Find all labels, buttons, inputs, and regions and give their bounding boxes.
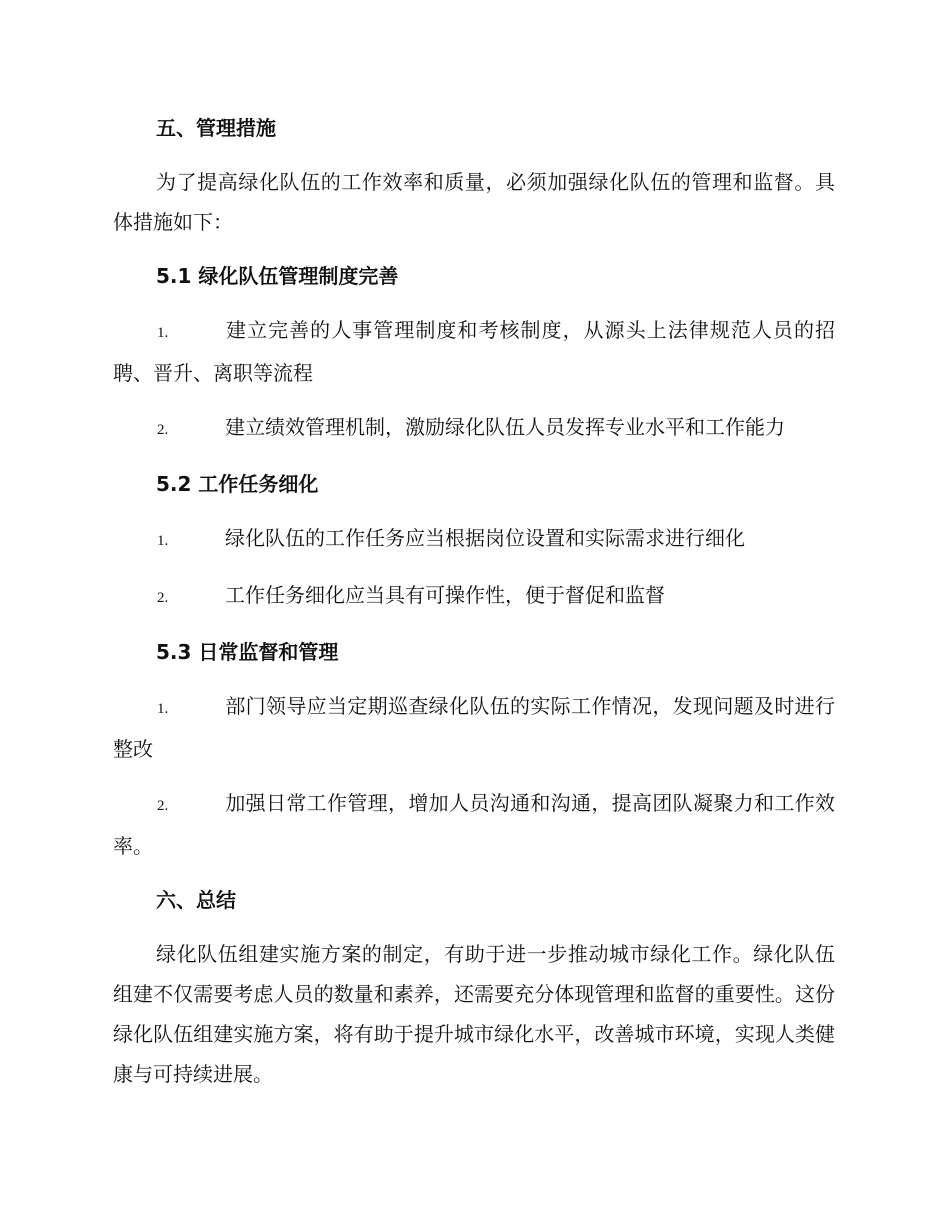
list-item-text: 加强日常工作管理，增加人员沟通和沟通，提高团队凝聚力和工作效率。 — [113, 791, 835, 858]
section-heading-summary: 六、总结 — [156, 888, 236, 912]
document-content — [113, 108, 835, 1094]
list-item-number: 2. — [157, 422, 169, 438]
list-item-number: 1. — [157, 533, 169, 549]
list-item-text: 工作任务细化应当具有可操作性，便于督促和监督 — [225, 583, 665, 607]
section-paragraph-summary: 绿化队伍组建实施方案的制定，有助于进一步推动城市绿化工作。绿化队伍组建不仅需要考虑人员的数量和素养，还需要充分体现管理和监督的重要性。这份绿化队伍组建实施方案，将有助于提升城市绿化水平，改善城市环境，实现人类健康与可持续进展。 — [113, 942, 835, 1086]
list-item-text: 建立完善的人事管理制度和考核制度，从源头上法律规范人员的招聘、晋升、离职等流程 — [113, 318, 835, 385]
list-item — [113, 310, 835, 393]
subsection-heading-5-2: 5.2 工作任务细化 — [156, 472, 319, 496]
list-item — [113, 783, 835, 866]
list-item-number: 1. — [157, 701, 169, 717]
list-item — [113, 407, 835, 450]
subsection-heading-5-1: 5.1 绿化队伍管理制度完善 — [156, 264, 399, 288]
list-item — [113, 686, 835, 769]
list-item-text: 建立绩效管理机制，激励绿化队伍人员发挥专业水平和工作能力 — [225, 415, 785, 439]
list-item-number: 1. — [157, 325, 169, 341]
list-item — [113, 518, 835, 561]
section-heading-management: 五、管理措施 — [156, 116, 276, 140]
list-item-number: 2. — [157, 798, 169, 814]
list-item-text: 绿化队伍的工作任务应当根据岗位设置和实际需求进行细化 — [225, 526, 745, 550]
subsection-heading-5-3: 5.3 日常监督和管理 — [156, 640, 339, 664]
list-item-text: 部门领导应当定期巡查绿化队伍的实际工作情况，发现问题及时进行整改 — [113, 694, 835, 761]
section-paragraph-intro: 为了提高绿化队伍的工作效率和质量，必须加强绿化队伍的管理和监督。具体措施如下： — [113, 170, 835, 234]
list-item — [113, 575, 835, 618]
list-item-number: 2. — [157, 590, 169, 606]
